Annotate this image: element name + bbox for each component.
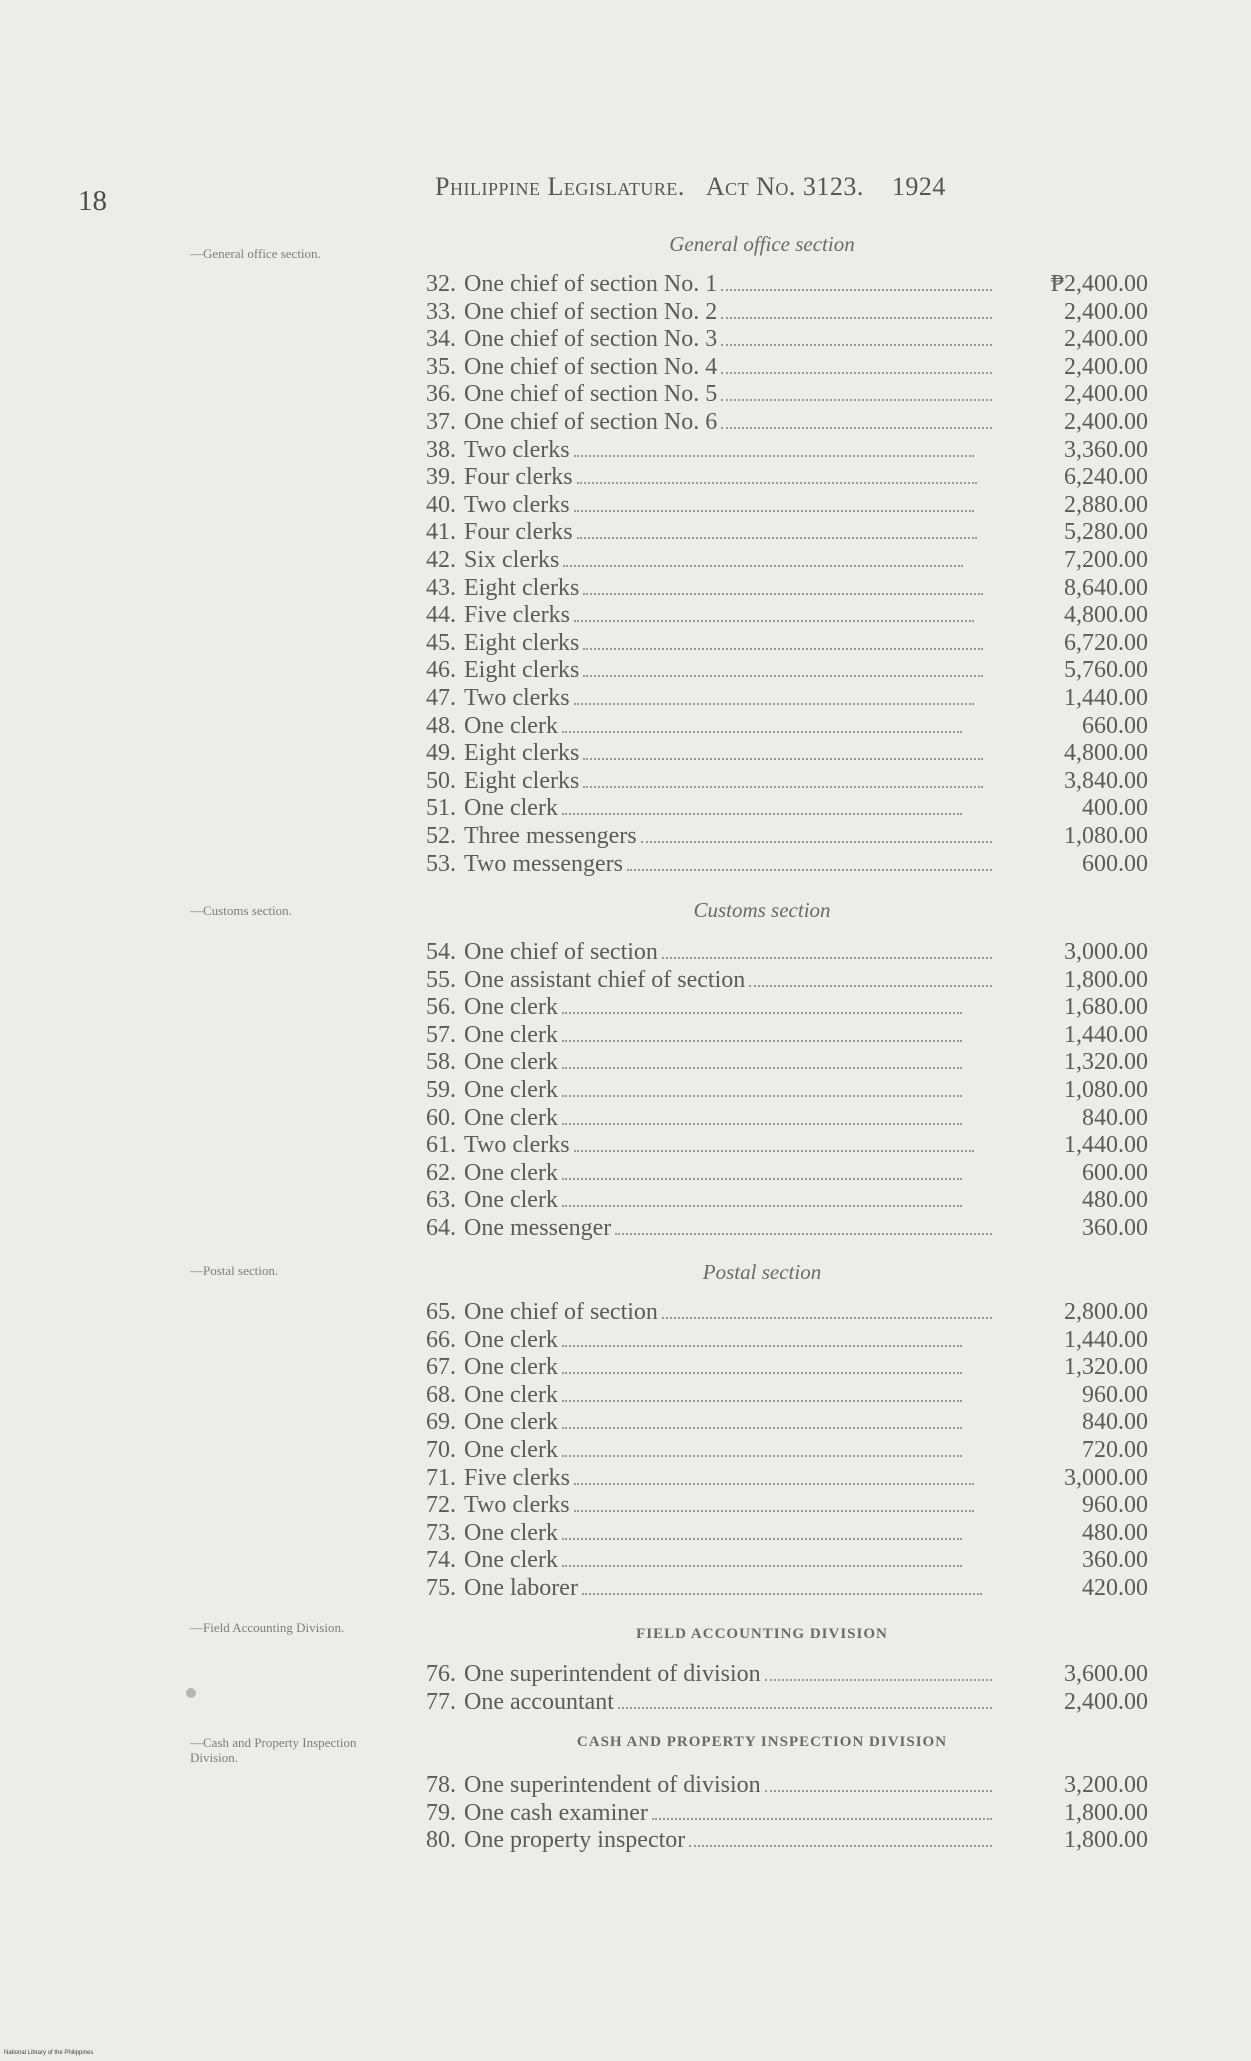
dot-leader <box>615 1233 992 1235</box>
dot-leader <box>749 985 992 987</box>
appropriation-item <box>408 1436 1148 1464</box>
item-number: 74. <box>426 1547 456 1574</box>
appropriation-item <box>408 518 1148 546</box>
item-amount: 5,760.00 <box>1064 657 1148 684</box>
dot-leader <box>721 399 992 401</box>
item-number: 68. <box>426 1381 456 1408</box>
item-description: One laborer <box>464 1575 578 1601</box>
item-amount: 660.00 <box>1082 712 1148 739</box>
item-number: 63. <box>426 1187 456 1214</box>
item-description: One clerk <box>464 1077 558 1103</box>
page-number: 18 <box>78 185 107 217</box>
appropriation-item <box>408 1519 1148 1547</box>
margin-note: —General office section. <box>190 246 321 261</box>
item-number: 45. <box>426 629 456 656</box>
item-amount: 1,440.00 <box>1064 1326 1148 1353</box>
dot-leader <box>562 731 962 733</box>
item-amount: 2,400.00 <box>1064 326 1148 353</box>
item-amount: 2,400.00 <box>1064 1688 1148 1715</box>
item-description: One superintendent of division <box>464 1772 761 1798</box>
appropriation-item <box>408 1826 1148 1854</box>
appropriation-item <box>408 270 1148 298</box>
item-number: 70. <box>426 1437 456 1463</box>
item-amount: 1,320.00 <box>1064 1354 1148 1381</box>
item-description: Eight clerks <box>464 574 580 601</box>
appropriation-item <box>408 1298 1148 1326</box>
item-amount: 360.00 <box>1082 1547 1148 1574</box>
item-number: 72. <box>426 1492 456 1519</box>
dot-leader <box>765 1679 992 1681</box>
dot-leader <box>562 1205 962 1207</box>
item-description: Eight clerks <box>464 657 580 684</box>
dot-leader <box>662 1317 992 1319</box>
dot-leader <box>562 1565 962 1567</box>
item-number: 37. <box>426 409 456 435</box>
item-amount: 1,440.00 <box>1064 685 1148 711</box>
item-amount: 1,680.00 <box>1064 994 1148 1021</box>
dot-leader <box>562 1040 962 1042</box>
appropriation-item <box>408 574 1148 602</box>
dot-leader <box>562 1538 962 1540</box>
appropriation-item <box>408 850 1148 878</box>
appropriation-item <box>408 684 1148 712</box>
item-description: One clerk <box>464 1104 558 1131</box>
dot-leader <box>583 758 983 760</box>
stray-ink-mark <box>186 1688 196 1698</box>
item-amount: 2,800.00 <box>1064 1299 1148 1325</box>
running-head-year: 1924 <box>891 172 946 201</box>
appropriation-item <box>408 1491 1148 1519</box>
item-amount: 960.00 <box>1082 1381 1148 1408</box>
item-number: 52. <box>426 823 456 849</box>
dot-leader <box>562 1372 962 1374</box>
item-amount: ₱2,400.00 <box>1050 271 1148 297</box>
appropriation-item <box>408 1076 1148 1104</box>
item-description: Three messengers <box>464 823 637 849</box>
footer-credit: National Library of the Philippines <box>4 2050 94 2056</box>
dot-leader <box>618 1707 992 1709</box>
appropriation-item <box>408 325 1148 353</box>
item-description: Eight clerks <box>464 767 580 794</box>
margin-note: —Postal section. <box>190 1263 279 1278</box>
appropriation-item <box>408 1353 1148 1381</box>
item-number: 64. <box>426 1215 456 1241</box>
item-number: 77. <box>426 1688 456 1715</box>
appropriation-item <box>408 1408 1148 1436</box>
appropriation-item <box>408 353 1148 381</box>
dot-leader <box>662 957 992 959</box>
item-amount: 1,440.00 <box>1064 1021 1148 1048</box>
item-description: One clerk <box>464 1049 558 1076</box>
dot-leader <box>562 1400 962 1402</box>
item-description: One clerk <box>464 1187 558 1214</box>
item-description: One chief of section No. 6 <box>464 409 718 435</box>
dot-leader <box>563 565 963 567</box>
appropriation-item <box>408 1464 1148 1492</box>
item-amount: 480.00 <box>1082 1519 1148 1546</box>
item-number: 67. <box>426 1354 456 1381</box>
item-number: 79. <box>426 1799 456 1826</box>
item-description: One chief of section No. 4 <box>464 353 718 380</box>
item-number: 36. <box>426 381 456 408</box>
item-number: 71. <box>426 1464 456 1491</box>
item-description: One clerk <box>464 795 558 822</box>
appropriation-item <box>408 1799 1148 1827</box>
item-amount: 3,000.00 <box>1064 939 1148 965</box>
item-number: 62. <box>426 1159 456 1186</box>
section-heading: Customs section <box>693 898 831 922</box>
item-description: One clerk <box>464 1381 558 1408</box>
running-head-legislature: Philippine Legislature. <box>435 172 685 201</box>
dot-leader <box>583 593 983 595</box>
item-amount: 840.00 <box>1082 1104 1148 1131</box>
item-description: One assistant chief of section <box>464 966 746 993</box>
appropriation-item <box>408 712 1148 740</box>
dot-leader <box>574 1483 974 1485</box>
appropriation-item <box>408 966 1148 994</box>
item-description: One messenger <box>464 1215 612 1241</box>
running-head <box>435 172 1095 202</box>
item-number: 75. <box>426 1575 456 1601</box>
item-number: 39. <box>426 464 456 491</box>
item-number: 33. <box>426 298 456 325</box>
item-number: 50. <box>426 767 456 794</box>
item-description: Eight clerks <box>464 629 580 656</box>
appropriation-item <box>408 1381 1148 1409</box>
item-amount: 1,440.00 <box>1064 1132 1148 1159</box>
dot-leader <box>577 482 977 484</box>
item-number: 51. <box>426 795 456 822</box>
dot-leader <box>721 344 992 346</box>
item-description: One clerk <box>464 1409 558 1436</box>
appropriation-item <box>408 1021 1148 1049</box>
dot-leader <box>721 289 992 291</box>
appropriation-item <box>408 1660 1148 1688</box>
item-number: 43. <box>426 574 456 601</box>
dot-leader <box>562 1067 962 1069</box>
section-heading: Postal section <box>702 1260 822 1284</box>
appropriation-item <box>408 298 1148 326</box>
dot-leader <box>641 841 992 843</box>
item-description: Six clerks <box>464 547 560 573</box>
item-amount: 840.00 <box>1082 1409 1148 1436</box>
appropriation-item <box>408 436 1148 464</box>
item-description: Two clerks <box>464 1132 570 1159</box>
appropriation-item <box>408 1574 1148 1602</box>
item-number: 57. <box>426 1021 456 1048</box>
appropriation-item <box>408 656 1148 684</box>
dot-leader <box>582 1593 982 1595</box>
item-amount: 3,360.00 <box>1064 436 1148 463</box>
item-description: One clerk <box>464 1519 558 1546</box>
item-amount: 1,080.00 <box>1064 1077 1148 1103</box>
item-description: One superintendent of division <box>464 1661 761 1687</box>
item-number: 66. <box>426 1326 456 1353</box>
item-number: 78. <box>426 1772 456 1798</box>
appropriation-item <box>408 1048 1148 1076</box>
appropriation-item <box>408 463 1148 491</box>
appropriation-item <box>408 739 1148 767</box>
item-description: One chief of section No. 1 <box>464 271 718 297</box>
item-amount: 6,720.00 <box>1064 629 1148 656</box>
dot-leader <box>765 1790 992 1792</box>
item-amount: 3,600.00 <box>1064 1661 1148 1687</box>
item-number: 35. <box>426 353 456 380</box>
item-number: 32. <box>426 271 456 297</box>
item-amount: 2,400.00 <box>1064 353 1148 380</box>
appropriation-item <box>408 601 1148 629</box>
dot-leader <box>652 1818 992 1820</box>
appropriation-item <box>408 1546 1148 1574</box>
dot-leader <box>562 1455 962 1457</box>
appropriation-item <box>408 1214 1148 1242</box>
dot-leader <box>583 786 983 788</box>
dot-leader <box>562 1095 962 1097</box>
item-description: One cash examiner <box>464 1799 648 1826</box>
dot-leader <box>574 703 974 705</box>
item-description: Four clerks <box>464 519 573 546</box>
item-amount: 360.00 <box>1082 1215 1148 1241</box>
appropriation-item <box>408 629 1148 657</box>
item-description: Four clerks <box>464 464 573 491</box>
item-description: Two clerks <box>464 685 570 711</box>
item-description: One clerk <box>464 1354 558 1381</box>
item-amount: 420.00 <box>1082 1575 1148 1601</box>
item-amount: 1,800.00 <box>1064 966 1148 993</box>
item-number: 73. <box>426 1519 456 1546</box>
section-heading: FIELD ACCOUNTING DIVISION <box>636 1626 888 1642</box>
appropriation-item <box>408 938 1148 966</box>
dot-leader <box>562 1345 962 1347</box>
item-description: Two clerks <box>464 436 570 463</box>
item-amount: 3,000.00 <box>1064 1464 1148 1491</box>
item-amount: 1,080.00 <box>1064 823 1148 849</box>
item-amount: 2,880.00 <box>1064 491 1148 518</box>
item-description: Two clerks <box>464 1492 570 1519</box>
item-amount: 960.00 <box>1082 1492 1148 1519</box>
item-number: 60. <box>426 1104 456 1131</box>
item-amount: 400.00 <box>1082 795 1148 822</box>
dot-leader <box>577 537 977 539</box>
item-number: 48. <box>426 712 456 739</box>
dot-leader <box>689 1845 992 1847</box>
item-number: 55. <box>426 966 456 993</box>
item-description: One clerk <box>464 1547 558 1574</box>
item-amount: 720.00 <box>1082 1437 1148 1463</box>
item-description: Two messengers <box>464 850 623 877</box>
item-description: One clerk <box>464 1437 558 1463</box>
item-amount: 2,400.00 <box>1064 298 1148 325</box>
item-description: One property inspector <box>464 1827 686 1854</box>
item-amount: 6,240.00 <box>1064 464 1148 491</box>
dot-leader <box>574 455 974 457</box>
item-number: 53. <box>426 850 456 877</box>
item-description: Two clerks <box>464 491 570 518</box>
item-amount: 5,280.00 <box>1064 519 1148 546</box>
item-description: One clerk <box>464 994 558 1021</box>
item-amount: 1,320.00 <box>1064 1049 1148 1076</box>
item-amount: 600.00 <box>1082 850 1148 877</box>
appropriation-item <box>408 408 1148 436</box>
appropriation-item <box>408 1771 1148 1799</box>
item-number: 46. <box>426 657 456 684</box>
item-description: One clerk <box>464 1326 558 1353</box>
dot-leader <box>574 1510 974 1512</box>
margin-note: —Customs section. <box>190 903 292 918</box>
item-number: 40. <box>426 491 456 518</box>
appropriation-item <box>408 794 1148 822</box>
dot-leader <box>562 1012 962 1014</box>
item-number: 34. <box>426 326 456 353</box>
item-number: 58. <box>426 1049 456 1076</box>
margin-note: —Field Accounting Division. <box>190 1620 345 1635</box>
dot-leader <box>562 1427 962 1429</box>
appropriation-item <box>408 1186 1148 1214</box>
appropriation-item <box>408 491 1148 519</box>
item-number: 76. <box>426 1661 456 1687</box>
item-description: One chief of section <box>464 1299 658 1325</box>
item-number: 44. <box>426 602 456 629</box>
item-number: 59. <box>426 1077 456 1103</box>
section-heading: General office section <box>669 232 855 256</box>
dot-leader <box>574 1150 974 1152</box>
item-description: One chief of section No. 5 <box>464 381 718 408</box>
item-number: 61. <box>426 1132 456 1159</box>
appropriation-item <box>408 546 1148 574</box>
item-number: 42. <box>426 547 456 573</box>
item-number: 47. <box>426 685 456 711</box>
margin-note: —Cash and Property Inspection Division. <box>190 1735 357 1765</box>
item-description: One clerk <box>464 1021 558 1048</box>
item-description: One clerk <box>464 712 558 739</box>
item-amount: 3,200.00 <box>1064 1772 1148 1798</box>
item-amount: 7,200.00 <box>1064 547 1148 573</box>
item-amount: 480.00 <box>1082 1187 1148 1214</box>
appropriation-item <box>408 767 1148 795</box>
item-amount: 600.00 <box>1082 1159 1148 1186</box>
dot-leader <box>627 869 992 871</box>
item-amount: 2,400.00 <box>1064 409 1148 435</box>
appropriation-item <box>408 1104 1148 1132</box>
item-description: One clerk <box>464 1159 558 1186</box>
dot-leader <box>583 675 983 677</box>
item-number: 41. <box>426 519 456 546</box>
item-number: 56. <box>426 994 456 1021</box>
dot-leader <box>583 648 983 650</box>
item-amount: 1,800.00 <box>1064 1827 1148 1854</box>
appropriation-item <box>408 822 1148 850</box>
dot-leader <box>574 620 974 622</box>
dot-leader <box>721 372 992 374</box>
item-amount: 8,640.00 <box>1064 574 1148 601</box>
item-number: 49. <box>426 740 456 767</box>
appropriation-item <box>408 1326 1148 1354</box>
dot-leader <box>562 1178 962 1180</box>
dot-leader <box>721 427 992 429</box>
item-number: 80. <box>426 1827 456 1854</box>
appropriation-item <box>408 1159 1148 1187</box>
dot-leader <box>562 813 962 815</box>
item-amount: 4,800.00 <box>1064 602 1148 629</box>
item-number: 69. <box>426 1409 456 1436</box>
item-description: Five clerks <box>464 602 570 629</box>
item-description: Five clerks <box>464 1464 570 1491</box>
item-amount: 4,800.00 <box>1064 740 1148 767</box>
item-description: One chief of section No. 3 <box>464 326 718 353</box>
section-heading: CASH AND PROPERTY INSPECTION DIVISION <box>576 1734 948 1750</box>
item-description: One accountant <box>464 1688 614 1715</box>
dot-leader <box>721 317 992 319</box>
appropriation-item <box>408 993 1148 1021</box>
running-head-act: Act No. 3123. <box>705 172 864 201</box>
appropriation-item <box>408 1131 1148 1159</box>
item-amount: 3,840.00 <box>1064 767 1148 794</box>
item-description: Eight clerks <box>464 740 580 767</box>
item-number: 65. <box>426 1299 456 1325</box>
item-description: One chief of section No. 2 <box>464 298 718 325</box>
dot-leader <box>574 510 974 512</box>
item-number: 54. <box>426 939 456 965</box>
dot-leader <box>562 1123 962 1125</box>
item-amount: 1,800.00 <box>1064 1799 1148 1826</box>
appropriation-item <box>408 1688 1148 1716</box>
item-number: 38. <box>426 436 456 463</box>
appropriation-item <box>408 380 1148 408</box>
item-description: One chief of section <box>464 939 658 965</box>
item-amount: 2,400.00 <box>1064 381 1148 408</box>
